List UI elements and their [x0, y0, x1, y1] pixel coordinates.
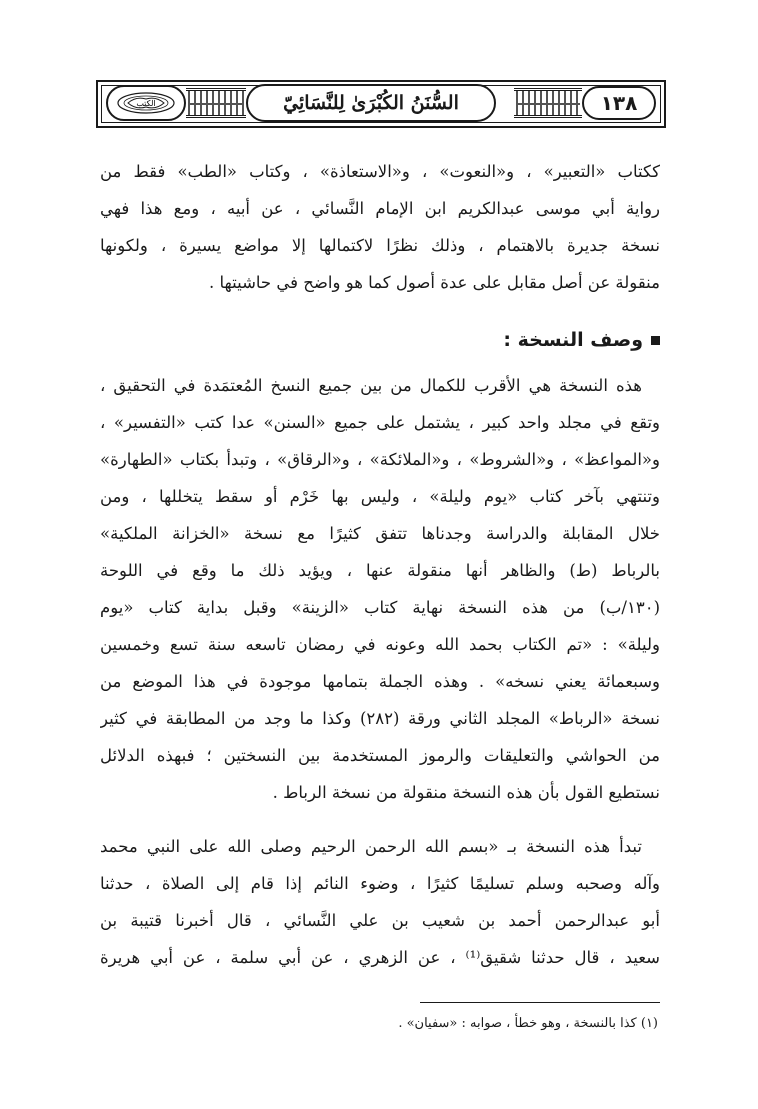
- footnote: (١) كذا بالنسخة ، وهو خطأ ، صوابه : «سفيان» .: [398, 1016, 658, 1031]
- text-line: وآله وصحبه وسلم تسليمًا كثيرًا ، وضوء النائم إذا قام إلى الصلاة ، حدثنا: [100, 874, 660, 893]
- header-ornament-left-pattern: [188, 91, 244, 115]
- text-line: نسخة جديرة بالاهتمام ، وذلك نظرًا لاكتمالها إلا مواضع يسيرة ، ولكونها: [100, 236, 660, 255]
- text-line: بالرباط (ط) والظاهر أنها منقولة عنها ، ويؤيد ذلك ما وقع في اللوحة: [100, 561, 660, 580]
- text-line: وتنتهي بآخر كتاب «يوم وليلة» ، وليس بها خَرْم أو سقط يتخللها ، ومن: [100, 487, 660, 506]
- text-line: رواية أبي موسى عبدالكريم ابن الإمام النَّسائي ، عن أبيه ، ومع هذا فهي: [100, 199, 660, 218]
- text-line: أبو عبدالرحمن أحمد بن شعيب بن علي النَّسائي ، قال أخبرنا قتيبة بن: [100, 911, 660, 930]
- publisher-seal-text: الكتب: [136, 99, 156, 108]
- paragraph-manuscript-opening: [100, 828, 660, 976]
- book-title-cartouche: [246, 84, 496, 122]
- text-line: من الحواشي والتعليقات والرموز المستخدمة بين النسختين ؛ فبهذه الدلائل: [100, 746, 660, 765]
- section-heading-text: وصف النسخة :: [503, 329, 643, 351]
- text-line: وسبعمائة يعني نسخه» . وهذه الجملة بتمامها موجودة في هذا الموضع من: [100, 672, 660, 691]
- section-heading: [503, 322, 660, 358]
- text-line: وتقع في مجلد واحد كبير ، يشتمل على جميع «السنن» عدا كتب «التفسير» ،: [100, 413, 660, 432]
- text-line: هذه النسخة هي الأقرب للكمال من بين جميع النسخ المُعتمَدة في التحقيق ،: [100, 376, 642, 395]
- text-line: سعيد ، قال حدثنا شقيق⁽¹⁾ ، عن الزهري ، عن أبي سلمة ، عن أبي هريرة: [100, 948, 660, 967]
- text-line: و«المواعظ» ، و«الشروط» ، و«الملائكة» ، و«الرقاق» ، وتبدأ بكتاب «الطهارة»: [100, 450, 660, 469]
- running-header: [96, 80, 666, 128]
- footnote-separator: [420, 1002, 660, 1003]
- page-number-cartouche: [582, 86, 656, 120]
- page-number: ١٣٨: [600, 91, 638, 115]
- text-line: منقولة عن أصل مقابل على عدة أصول كما هو واضح في حاشيتها .: [208, 273, 660, 292]
- header-ornament-right-pattern: [516, 91, 580, 115]
- text-line: خلال المقابلة والدراسة وجدناها تتفق كثيرًا مع نسخة «الخزانة الملكية»: [100, 524, 660, 543]
- text-line: ككتاب «التعبير» ، و«النعوت» ، و«الاستعاذة» ، وكتاب «الطب» فقط من: [100, 162, 660, 181]
- paragraph-intro-continuation: [100, 153, 660, 301]
- paragraph-manuscript-description: [100, 367, 660, 811]
- text-line: (١٣٠/ب) من هذه النسخة نهاية كتاب «الزينة» وقبل بداية كتاب «يوم: [100, 598, 660, 617]
- publisher-seal-icon: [114, 90, 178, 116]
- publisher-seal: [106, 85, 186, 121]
- book-title: السُّنَنُ الكُبْرَىٰ لِلنَّسَائِيّ: [283, 92, 459, 114]
- text-line: وليلة» : «تم الكتاب بحمد الله وعونه في رمضان تاسعه سنة تسع وخمسين: [100, 635, 660, 654]
- square-bullet-icon: [651, 336, 660, 345]
- text-line: نستطيع القول بأن هذه النسخة منقولة من نسخة الرباط .: [272, 783, 660, 802]
- text-line: نسخة «الرباط» المجلد الثاني ورقة (٢٨٢) وكذا ما وجد من المطابقة في كثير: [100, 709, 660, 728]
- text-line: تبدأ هذه النسخة بـ «بسم الله الرحمن الرحيم وصلى الله على النبي محمد: [100, 837, 642, 856]
